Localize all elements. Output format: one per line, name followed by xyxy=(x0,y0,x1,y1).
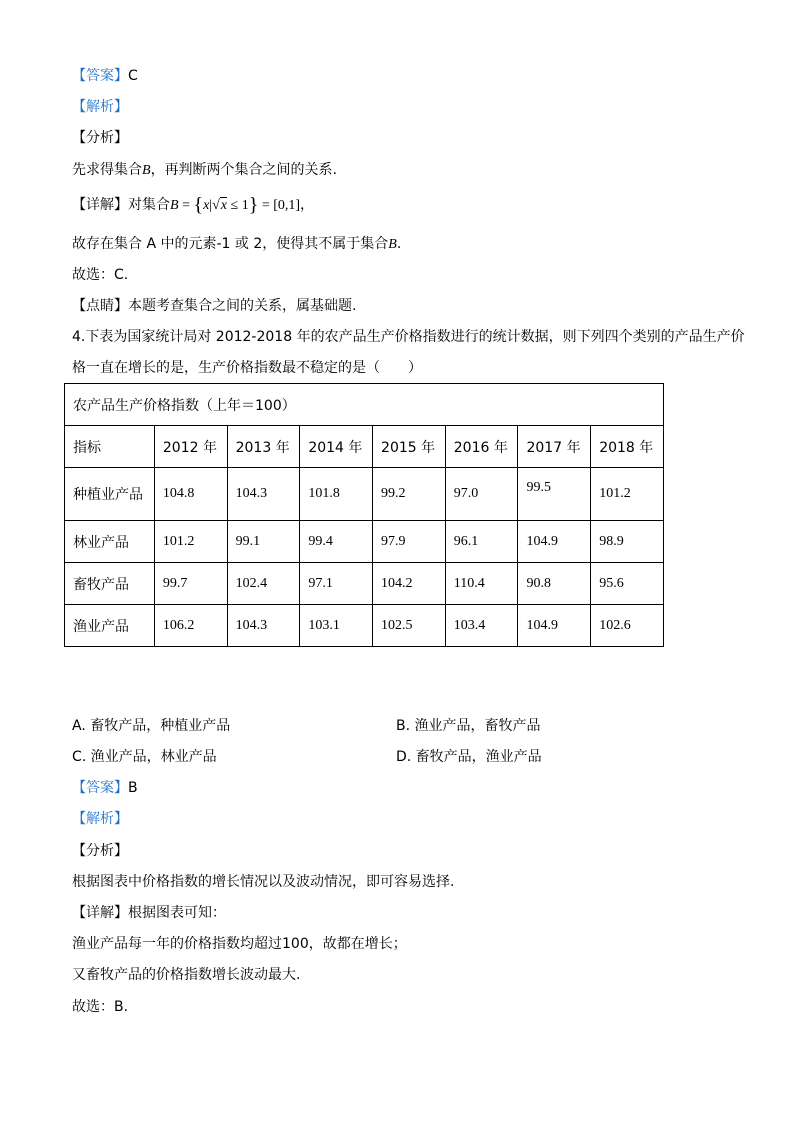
row-label: 渔业产品 xyxy=(65,605,155,647)
text-segment: ，再判断两个集合之间的关系. xyxy=(150,162,338,178)
table-cell: 96.1 xyxy=(445,521,518,563)
table-cell: 101.8 xyxy=(300,468,373,521)
detail-tag: 【详解】 xyxy=(72,905,128,921)
q4-choose xyxy=(72,997,128,1017)
option-d: D. 畜牧产品，渔业产品 xyxy=(396,749,542,765)
q4-answer xyxy=(72,778,138,798)
table-cell: 102.6 xyxy=(591,605,664,647)
header-cell: 2014 年 xyxy=(300,426,373,468)
table-cell: 106.2 xyxy=(154,605,227,647)
row-label: 种植业产品 xyxy=(65,468,155,521)
table-cell: 95.6 xyxy=(591,563,664,605)
table-cell: 90.8 xyxy=(518,563,591,605)
text-segment: 故选：C. xyxy=(72,267,129,283)
detail-tag: 【详解】 xyxy=(72,197,128,213)
table-row xyxy=(65,563,664,605)
math-cond: ≤ 1 xyxy=(227,198,249,213)
option-a: A. 畜牧产品，种植业产品 xyxy=(72,718,231,734)
brace-open: { xyxy=(193,194,204,216)
q3-choose xyxy=(72,265,128,285)
math-eq: = xyxy=(178,198,194,213)
table-cell: 102.5 xyxy=(373,605,446,647)
text-segment: 故选：B. xyxy=(72,999,129,1015)
table-cell: 103.1 xyxy=(300,605,373,647)
table-cell: 104.2 xyxy=(373,563,446,605)
q4-line-b xyxy=(72,965,300,985)
table-cell: 103.4 xyxy=(445,605,518,647)
explain-tag: 【解析】 xyxy=(72,811,128,827)
q3-line2 xyxy=(72,234,401,255)
q3-analysis-text xyxy=(72,160,337,181)
text-segment: 渔业产品每一年的价格指数均超过100，故都在增长； xyxy=(72,936,407,952)
text-segment: 格一直在增长的是，生产价格指数最不稳定的是（ ） xyxy=(72,360,422,376)
text-segment: 故存在集合 A 中的元素-1 或 2，使得其不属于集合 xyxy=(72,236,389,252)
row-label: 畜牧产品 xyxy=(65,563,155,605)
math-var: x xyxy=(203,198,210,213)
set-name: B xyxy=(170,198,179,213)
q3-explain-tag xyxy=(72,97,128,117)
table-cell: 99.7 xyxy=(154,563,227,605)
text-segment: 又畜牧产品的价格指数增长波动最大. xyxy=(72,967,301,983)
q4-detail xyxy=(72,903,226,923)
table-cell: 99.1 xyxy=(227,521,300,563)
header-cell: 2018 年 xyxy=(591,426,664,468)
math-var: B xyxy=(388,237,397,252)
q4-analysis-text xyxy=(72,872,454,892)
header-cell: 2013 年 xyxy=(227,426,300,468)
answer-value: B xyxy=(128,780,138,796)
answer-tag: 【答案】 xyxy=(72,68,128,84)
table-row xyxy=(65,521,664,563)
q3-detail xyxy=(72,195,314,216)
text-segment: 根据图表可知： xyxy=(128,905,226,921)
q3-analysis-tag xyxy=(72,128,128,148)
price-index-table xyxy=(64,383,664,647)
table-cell: 104.8 xyxy=(154,468,227,521)
text-segment: 本题考查集合之间的关系，属基础题. xyxy=(128,298,357,314)
text-segment: 先求得集合 xyxy=(72,162,142,178)
table-cell: 104.9 xyxy=(518,521,591,563)
text-segment: 根据图表中价格指数的增长情况以及波动情况，即可容易选择. xyxy=(72,874,455,890)
table-row xyxy=(65,468,664,521)
q4-explain-tag xyxy=(72,809,128,829)
math-bar: | xyxy=(209,198,213,213)
math-var: B xyxy=(142,163,151,178)
sqrt-symbol: √ xyxy=(212,198,220,213)
table-cell: 97.9 xyxy=(373,521,446,563)
header-cell: 指标 xyxy=(65,426,155,468)
table-caption: 农产品生产价格指数（上年＝100） xyxy=(65,384,664,426)
brace-close: } xyxy=(248,194,259,216)
remark-tag: 【点睛】 xyxy=(72,298,128,314)
table-header-row xyxy=(65,426,664,468)
text-segment: 4.下表为国家统计局对 2012-2018 年的农产品生产价格指数进行的统计数据，则下列四个类别的产品生产价 xyxy=(72,329,745,345)
q4-line-a xyxy=(72,934,407,954)
table-cell: 99.4 xyxy=(300,521,373,563)
q3-answer xyxy=(72,66,138,86)
q4-analysis-tag xyxy=(72,841,128,861)
text-segment: 对集合 xyxy=(128,197,170,213)
header-cell: 2016 年 xyxy=(445,426,518,468)
option-c: C. 渔业产品，林业产品 xyxy=(72,749,217,765)
table-cell: 104.3 xyxy=(227,605,300,647)
explain-tag: 【解析】 xyxy=(72,99,128,115)
table-caption-row xyxy=(65,384,664,426)
table-row xyxy=(65,605,664,647)
table-cell: 102.4 xyxy=(227,563,300,605)
answer-tag: 【答案】 xyxy=(72,780,128,796)
table-cell: 99.2 xyxy=(373,468,446,521)
header-cell: 2017 年 xyxy=(518,426,591,468)
sqrt-arg: x xyxy=(220,198,228,213)
text-segment: ， xyxy=(300,197,315,213)
header-cell: 2012 年 xyxy=(154,426,227,468)
table-cell: 97.0 xyxy=(445,468,518,521)
table-cell: 99.5 xyxy=(518,468,591,521)
analysis-tag: 【分析】 xyxy=(72,130,128,146)
q4-stem-line1 xyxy=(72,327,745,347)
table-cell: 104.3 xyxy=(227,468,300,521)
table-cell: 110.4 xyxy=(445,563,518,605)
row-label: 林业产品 xyxy=(65,521,155,563)
table-cell: 101.2 xyxy=(591,468,664,521)
table-cell: 104.9 xyxy=(518,605,591,647)
option-b: B. 渔业产品，畜牧产品 xyxy=(396,718,541,734)
table-cell: 101.2 xyxy=(154,521,227,563)
header-cell: 2015 年 xyxy=(373,426,446,468)
analysis-tag: 【分析】 xyxy=(72,843,128,859)
table-cell: 97.1 xyxy=(300,563,373,605)
table-cell: 98.9 xyxy=(591,521,664,563)
math-result: = [0,1] xyxy=(258,198,301,213)
answer-value: C xyxy=(128,68,138,84)
q3-remark xyxy=(72,296,356,316)
q4-stem-line2 xyxy=(72,358,422,378)
text-segment: . xyxy=(396,236,402,252)
